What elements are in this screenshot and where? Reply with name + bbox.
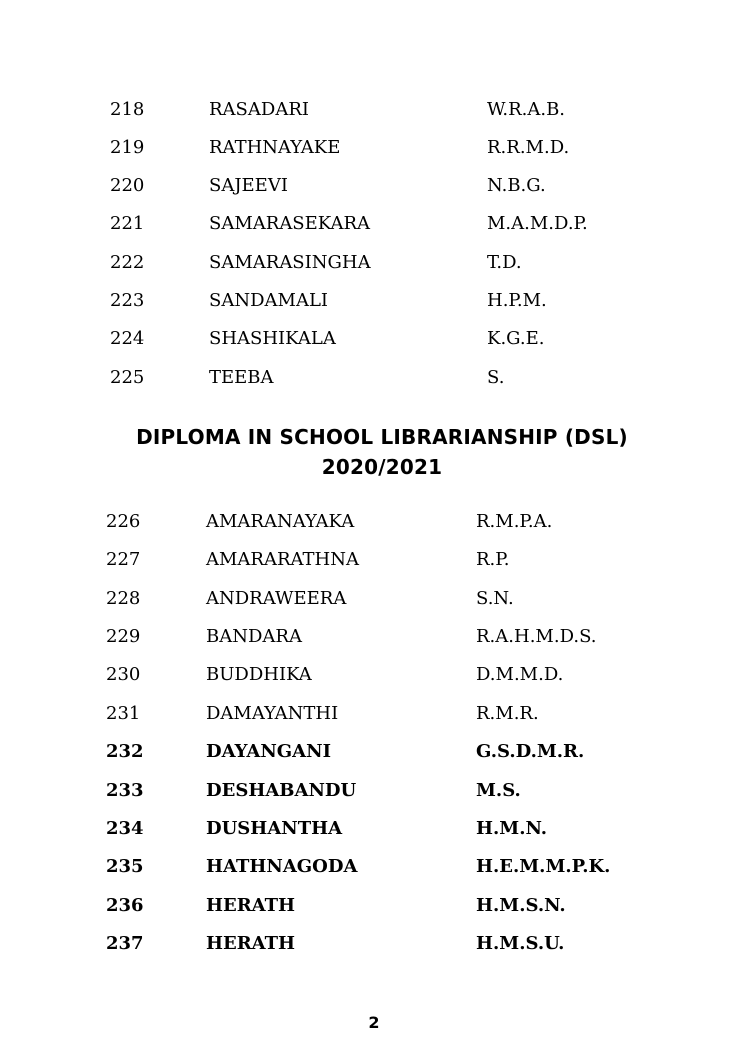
entry-number: 236: [106, 895, 144, 916]
list-row: [106, 701, 726, 727]
list-row: [110, 135, 730, 161]
surname: ANDRAWEERA: [206, 588, 347, 609]
list-row: [110, 326, 730, 352]
initials: R.A.H.M.D.S.: [476, 626, 597, 647]
surname: RATHNAYAKE: [209, 137, 341, 158]
entry-number: 218: [110, 99, 145, 120]
entry-number: 234: [106, 818, 144, 839]
initials: M.A.M.D.P.: [487, 213, 588, 234]
entry-number: 219: [110, 137, 145, 158]
list-row: [106, 547, 726, 573]
surname: SAMARASINGHA: [209, 252, 371, 273]
list-row: [106, 509, 726, 535]
page-number: 2: [368, 1013, 380, 1032]
surname: SANDAMALI: [209, 290, 329, 311]
surname: DAYANGANI: [206, 741, 332, 762]
initials: R.M.R.: [476, 703, 539, 724]
initials: T.D.: [487, 252, 522, 273]
surname: DESHABANDU: [206, 780, 357, 801]
initials: H.M.S.N.: [476, 895, 566, 916]
list-row: [106, 931, 726, 957]
entry-number: 233: [106, 780, 144, 801]
section-heading: DIPLOMA IN SCHOOL LIBRARIANSHIP (DSL): [136, 425, 628, 449]
list-row: [110, 250, 730, 276]
surname: HERATH: [206, 933, 296, 954]
surname: BANDARA: [206, 626, 302, 647]
list-row: [106, 624, 726, 650]
entry-number: 232: [106, 741, 144, 762]
list-row: [106, 854, 726, 880]
initials: H.E.M.M.P.K.: [476, 856, 611, 877]
initials: W.R.A.B.: [487, 99, 566, 120]
entry-number: 221: [110, 213, 145, 234]
entry-number: 224: [110, 328, 145, 349]
entry-number: 231: [106, 703, 141, 724]
list-row: [110, 97, 730, 123]
initials: R.P.: [476, 549, 510, 570]
surname: RASADARI: [209, 99, 309, 120]
list-row: [110, 173, 730, 199]
entry-number: 220: [110, 175, 145, 196]
list-row: [110, 211, 730, 237]
surname: HERATH: [206, 895, 296, 916]
entry-number: 222: [110, 252, 145, 273]
surname: HATHNAGODA: [206, 856, 358, 877]
surname: DAMAYANTHI: [206, 703, 339, 724]
initials: G.S.D.M.R.: [476, 741, 585, 762]
list-row: [106, 778, 726, 804]
entry-number: 228: [106, 588, 141, 609]
list-row: [110, 365, 730, 391]
entry-number: 229: [106, 626, 141, 647]
list-row: [106, 662, 726, 688]
surname: SHASHIKALA: [209, 328, 336, 349]
entry-number: 223: [110, 290, 145, 311]
entry-number: 226: [106, 511, 141, 532]
initials: H.M.S.U.: [476, 933, 565, 954]
entry-number: 225: [110, 367, 145, 388]
surname: BUDDHIKA: [206, 664, 312, 685]
list-row: [110, 288, 730, 314]
initials: H.M.N.: [476, 818, 548, 839]
surname: SAMARASEKARA: [209, 213, 371, 234]
entry-number: 237: [106, 933, 144, 954]
surname: SAJEEVI: [209, 175, 288, 196]
initials: S.: [487, 367, 505, 388]
surname: AMARARATHNA: [206, 549, 359, 570]
surname: TEEBA: [209, 367, 274, 388]
list-row: [106, 586, 726, 612]
section-year: 2020/2021: [321, 455, 443, 479]
initials: R.R.M.D.: [487, 137, 570, 158]
initials: R.M.P.A.: [476, 511, 553, 532]
list-row: [106, 816, 726, 842]
surname: AMARANAYAKA: [206, 511, 355, 532]
list-row: [106, 893, 726, 919]
initials: M.S.: [476, 780, 521, 801]
entry-number: 230: [106, 664, 141, 685]
initials: D.M.M.D.: [476, 664, 564, 685]
initials: S.N.: [476, 588, 514, 609]
entry-number: 227: [106, 549, 141, 570]
entry-number: 235: [106, 856, 144, 877]
initials: H.P.M.: [487, 290, 547, 311]
initials: N.B.G.: [487, 175, 546, 196]
initials: K.G.E.: [487, 328, 545, 349]
list-row: [106, 739, 726, 765]
surname: DUSHANTHA: [206, 818, 343, 839]
